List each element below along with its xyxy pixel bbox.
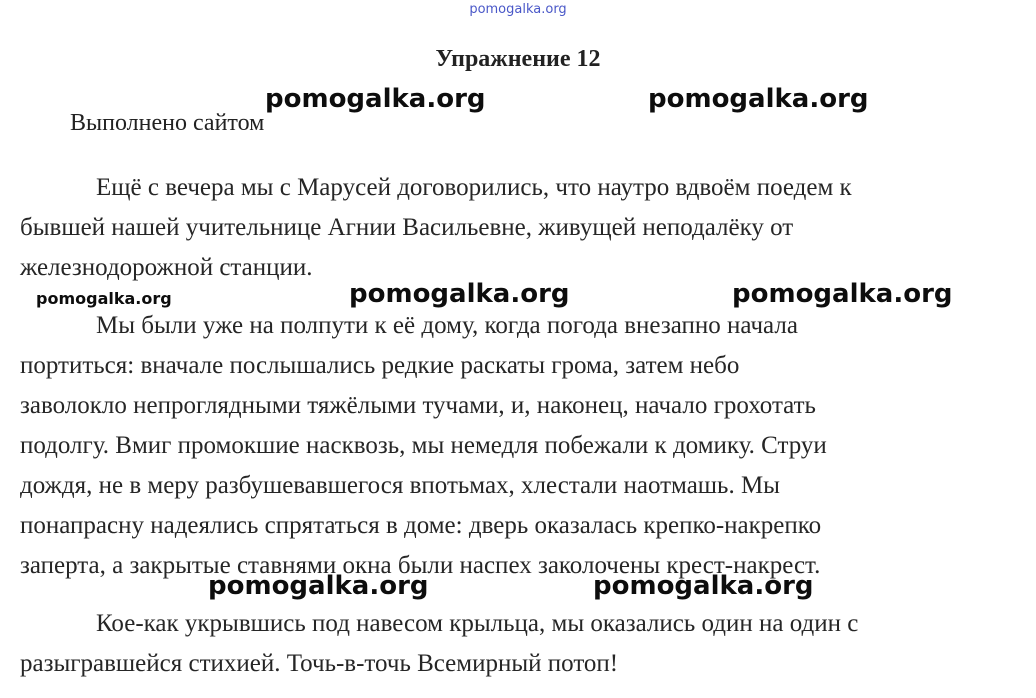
text-line: разыгравшейся стихией. Точь-в-точь Всемирный потоп! — [20, 650, 619, 677]
paragraph-1 — [20, 168, 1020, 288]
watermark: pomogalka.org — [36, 289, 172, 308]
text-line: заволокло непроглядными тяжёлыми тучами, и, наконец, начало грохотать — [20, 392, 816, 419]
watermark: pomogalka.org — [648, 84, 869, 114]
text-line: бывшей нашей учительнице Агнии Васильевне, живущей неподалёку от — [20, 214, 794, 241]
watermark: pomogalka.org — [208, 571, 429, 601]
text-line: дождя, не в меру разбушевавшегося впотьмах, хлестали наотмашь. Мы — [20, 472, 780, 499]
text-line: Мы были уже на полпути к её дому, когда погода внезапно начала — [96, 312, 798, 339]
text-line: Ещё с вечера мы с Марусей договорились, что наутро вдвоём поедем к — [96, 174, 852, 201]
text-line: подолгу. Вмиг промокшие насквозь, мы немедля побежали к домику. Струи — [20, 432, 827, 459]
exercise-title: Упражнение 12 — [435, 46, 601, 72]
text-line: портиться: вначале послышались редкие раскаты грома, затем небо — [20, 352, 740, 379]
site-header: pomogalka.org — [469, 2, 567, 17]
text-line: железнодорожной станции. — [20, 254, 313, 281]
watermark: pomogalka.org — [349, 279, 570, 309]
text-line: понапрасну надеялись спрятаться в доме: дверь оказалась крепко-накрепко — [20, 512, 822, 539]
watermark: pomogalka.org — [732, 279, 953, 309]
paragraph-2 — [20, 306, 1020, 586]
watermark: pomogalka.org — [265, 84, 486, 114]
done-by-site-caption: Выполнено сайтом — [70, 110, 265, 136]
text-line: заперта, а закрытые ставнями окна были наспех заколочены крест-накрест. — [20, 552, 821, 579]
paragraph-3 — [20, 604, 1020, 684]
text-line: Кое-как укрывшись под навесом крыльца, мы оказались один на один с — [96, 610, 859, 637]
watermark: pomogalka.org — [593, 571, 814, 601]
